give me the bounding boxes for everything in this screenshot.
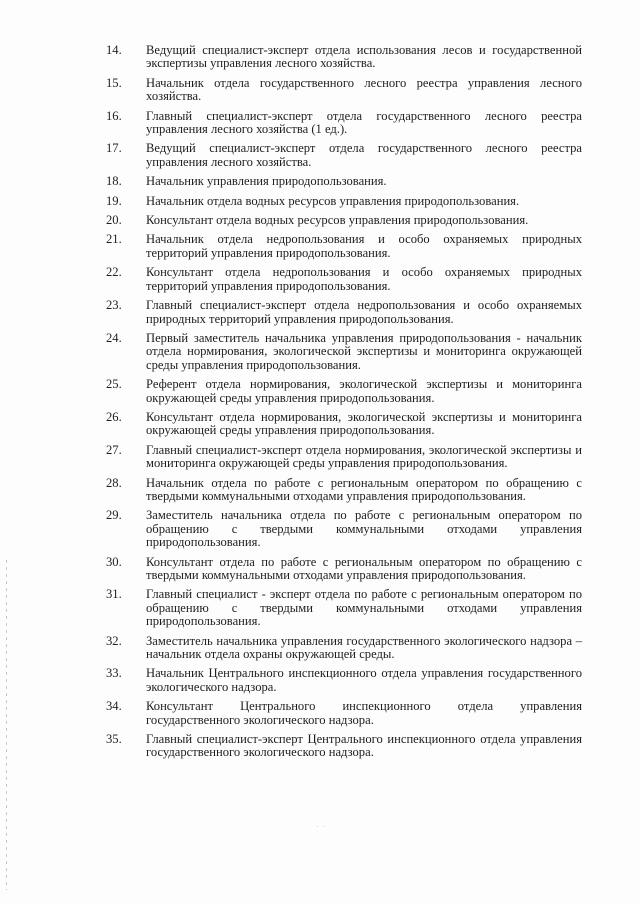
- item-number: 21.: [106, 232, 122, 247]
- item-number: 23.: [106, 298, 122, 313]
- item-text: Консультант отдела водных ресурсов управления природопользования.: [146, 213, 529, 228]
- list-item: [106, 635, 582, 662]
- list-item: [106, 509, 582, 549]
- item-text: Главный специалист-эксперт отдела государственного лесного реестра управления лесного хозяйства (1 ед.).: [146, 108, 582, 137]
- list-item: [106, 299, 582, 326]
- list-item: [106, 233, 582, 260]
- list-item: [106, 195, 582, 208]
- list-item: [106, 110, 582, 137]
- list-item: [106, 44, 582, 71]
- item-number: 29.: [106, 508, 122, 523]
- list-item: [106, 700, 582, 727]
- position-list: [106, 44, 582, 766]
- list-item: [106, 667, 582, 694]
- item-number: 17.: [106, 141, 122, 156]
- item-number: 32.: [106, 633, 122, 648]
- list-item: [106, 214, 582, 227]
- item-number: 27.: [106, 442, 122, 457]
- item-text: Ведущий специалист-эксперт отдела государственного лесного реестра управления лесного хозяйства.: [146, 141, 582, 169]
- item-text: Начальник отдела по работе с региональным оператором по обращению с твердыми коммунальными отходами управления природопользования.: [146, 475, 582, 503]
- item-number: 34.: [106, 699, 122, 714]
- list-item: [106, 411, 582, 438]
- item-text: Начальник отдела недропользования и особо охраняемых природных территорий управления природопользования.: [146, 232, 582, 260]
- item-text: Консультант отдела нормирования, экологической экспертизы и мониторинга окружающей среды управления природопользования.: [146, 409, 582, 438]
- item-number: 16.: [106, 108, 122, 123]
- list-item: [106, 332, 582, 372]
- list-item: [106, 477, 582, 504]
- item-number: 14.: [106, 43, 122, 57]
- scan-smudge-mark: · ·: [316, 823, 326, 831]
- item-number: 33.: [106, 666, 122, 681]
- item-text: Главный специалист-эксперт отдела недропользования и особо охраняемых природных территорий управления природопользования.: [146, 298, 582, 326]
- item-text: Заместитель начальника управления государственного экологического надзора – начальник отдела охраны окружающей среды.: [146, 633, 582, 662]
- list-item: [106, 77, 582, 104]
- list-item: [106, 733, 582, 760]
- item-text: Первый заместитель начальника управления природопользования - начальник отдела нормирования, экологической экспертизы и мониторинга окружающей среды управления природопользования.: [146, 330, 582, 372]
- item-number: 22.: [106, 265, 122, 280]
- item-number: 18.: [106, 174, 122, 189]
- item-number: 25.: [106, 377, 122, 392]
- item-text: Консультант отдела по работе с региональным оператором по обращению с твердыми коммунальными отходами управления природопользования.: [146, 554, 582, 582]
- list-item: [106, 142, 582, 169]
- item-text: Начальник управления природопользования.: [146, 174, 387, 189]
- item-text: Ведущий специалист-эксперт отдела использования лесов и государственной экспертизы управления лесного хозяйства.: [146, 43, 582, 71]
- item-text: Консультант отдела недропользования и особо охраняемых природных территорий управления природопользования.: [146, 265, 582, 293]
- list-item: [106, 556, 582, 583]
- item-text: Консультант Центрального инспекционного отдела управления государственного экологического надзора.: [146, 699, 582, 727]
- binding-edge-mark: [6, 560, 7, 890]
- item-number: 15.: [106, 75, 122, 90]
- item-number: 19.: [106, 193, 122, 208]
- item-text: Заместитель начальника отдела по работе с региональным оператором по обращению с твердыми коммунальными отходами управления природопользования.: [146, 508, 582, 550]
- item-number: 30.: [106, 554, 122, 569]
- item-number: 20.: [106, 213, 122, 228]
- item-number: 31.: [106, 587, 122, 602]
- item-text: Главный специалист-эксперт Центрального инспекционного отдела управления государственного экологического надзора.: [146, 732, 582, 760]
- item-text: Главный специалист-эксперт отдела нормирования, экологической экспертизы и мониторинга окружающей среды управления природопользования.: [146, 442, 582, 471]
- item-text: Начальник отдела водных ресурсов управления природопользования.: [146, 193, 520, 208]
- list-item: [106, 444, 582, 471]
- item-text: Главный специалист - эксперт отдела по работе с региональным оператором по обращению с твердыми коммунальными отходами управления природопользования.: [146, 587, 582, 629]
- item-text: Референт отдела нормирования, экологической экспертизы и мониторинга окружающей среды управления природопользования.: [146, 377, 582, 405]
- item-number: 24.: [106, 330, 122, 345]
- list-item: [106, 378, 582, 405]
- list-item: [106, 175, 582, 188]
- list-item: [106, 266, 582, 293]
- item-text: Начальник Центрального инспекционного отдела управления государственного экологического надзора.: [146, 666, 582, 694]
- item-number: 26.: [106, 409, 122, 424]
- item-number: 35.: [106, 732, 122, 747]
- item-text: Начальник отдела государственного лесного реестра управления лесного хозяйства.: [146, 75, 582, 104]
- list-item: [106, 588, 582, 628]
- item-number: 28.: [106, 475, 122, 490]
